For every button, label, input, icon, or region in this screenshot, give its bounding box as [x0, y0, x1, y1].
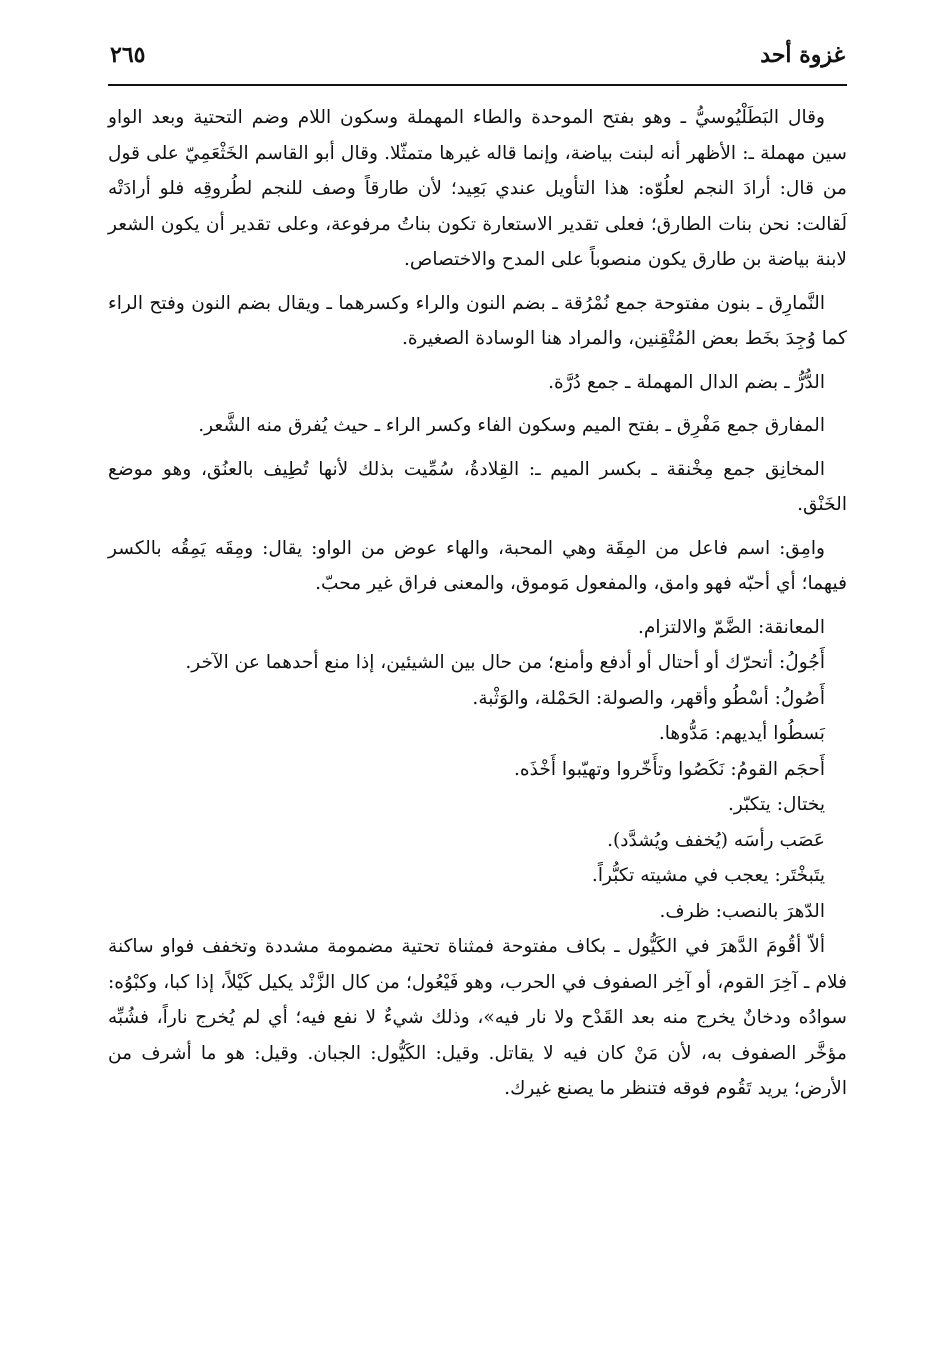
paragraph: عَصَب رأسَه (يُخفف ويُشدَّد).: [607, 829, 825, 851]
page-body: [108, 100, 847, 1115]
paragraph: النَّمارِق ـ بنون مفتوحة جمع نُمْرُقة ـ بضم النون والراء وكسرهما ـ ويقال بضم النون وفتح الراء كما وُجِدَ بخَط بعض المُتْقِنين، والمراد هنا الوسادة الصغيرة.: [108, 292, 847, 349]
paragraph: المعانقة: الضَّمّ والالتزام.: [637, 616, 825, 638]
paragraph: وقال البَطَلْيُوسيُّ ـ وهو بفتح الموحدة والطاء المهملة وسكون اللام وضم التحتية وبعد الواو سين مهملة ـ: الأظهر أنه لبنت بياضة، وإنما قاله غيرها متمثّلا. وقال أبو القاسم الخَثْعَمِيّ على قول من قال: أرادَ النجم لعلُوّه: هذا التأويل عندي بَعِيد؛ لأن طارقاً وصف للنجم لطُروقِه فلو أرادَتْه لَقالت: نحن بنات الطارق؛ فعلى تقدير الاستعارة تكون بناتُ مرفوعة، وعلى تقدير أن يكون الشعر لابنة بياضة بن طارق يكون منصوباً على المدح والاختصاص.: [108, 107, 847, 270]
paragraph: ألاّ أقُومَ الدَّهرَ في الكَيُّول ـ بكاف مفتوحة فمثناة تحتية مضمومة مشددة وتخفف فواو ساكنة فلام ـ آخِرَ القوم، أو آخِر الصفوف في الحرب، وهو فَيْعُول؛ من كال الزَّنْد يكيل كَيْلاً، إذا كبا، وكبْوُه: سوادُه ودخانٌ يخرج منه بعد القَدْح ولا نار فيه»، وذلك شيءٌ لا نفع فيه؛ أي لم يُخرج ناراً، فشُبِّه مؤخَّر الصفوف به، لأن مَنْ كان فيه لا يقاتل. وقيل: الكَيُّول: الجبان. وقيل: هو ما أشرف من الأرض؛ يريد تَقُوم فوقه فتنظر ما يصنع غيرك.: [108, 936, 847, 1099]
paragraph: أَحجَم القومُ: نَكَصُوا وتأَخّروا وتهيّبوا أَخْذَه.: [513, 758, 825, 780]
paragraph: بَسطُوا أيديهم: مَدُّوها.: [658, 723, 825, 744]
paragraph: وامِق: اسم فاعل من المِقَة وهي المحبة، والهاء عوض من الواو: يقال: ومِقَه يَمِقُه بالكسر فيهما؛ أي أحبّه فهو وامق، والمفعول مَوموق، والمعنى فراق غير محبّ.: [108, 537, 847, 594]
paragraph: أَجُولُ: أتحرّك أو أحتال أو أدفع وأمنع؛ من حال بين الشيئين، إذا منع أحدهما عن الآخر.: [185, 652, 825, 673]
paragraph: يتَبخْتَر: يعجب في مشيته تكبُّراً.: [591, 865, 825, 886]
paragraph: المفارق جمع مَفْرِق ـ بفتح الميم وسكون الفاء وكسر الراء ـ حيث يُفرق منه الشَّعر.: [198, 415, 825, 436]
header-rule: [108, 84, 847, 86]
paragraph: يختال: يتكبّر.: [728, 794, 825, 815]
paragraph: المخانِق جمع مِخْنقة ـ بكسر الميم ـ: القِلادةُ، سُمِّيت بذلك لأنها تُطِيف بالعنُق، وهو موضع الخَنْق.: [108, 458, 847, 515]
paragraph: أَصُولُ: أسْطُو وأقهر، والصولة: الحَمْلة، والوَثْبة.: [472, 687, 825, 709]
paragraph: الدُّرُّ ـ بضم الدال المهملة ـ جمع دُرَّة.: [548, 371, 825, 393]
page-number: ٢٦٥: [110, 42, 146, 68]
page-header: [110, 42, 845, 82]
paragraph: الدّهرَ بالنصب: ظرف.: [659, 900, 825, 922]
chapter-title: غزوة أحد: [760, 42, 845, 68]
